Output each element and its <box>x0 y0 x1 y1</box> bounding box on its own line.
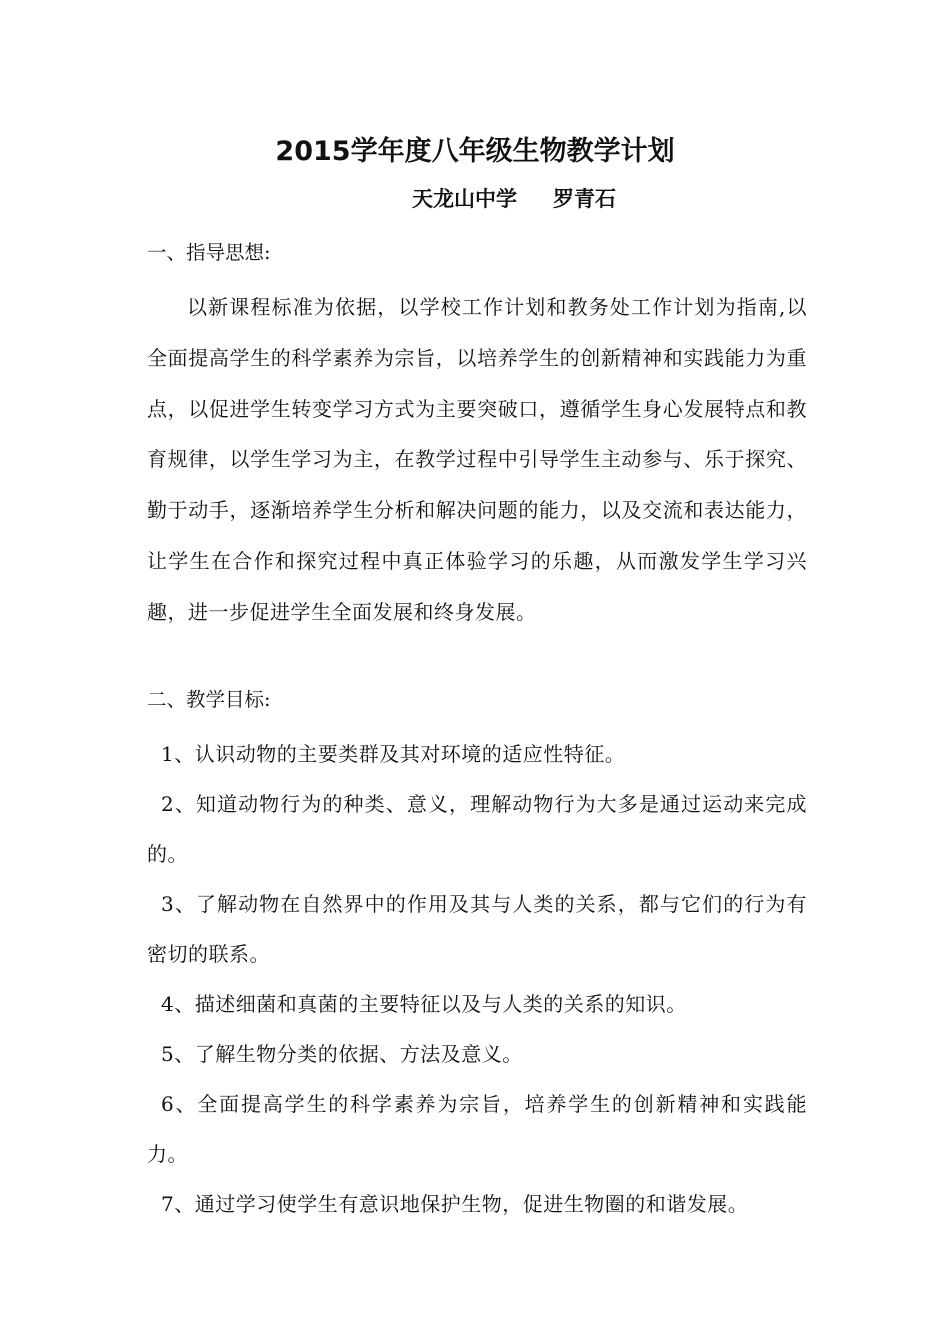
author-name: 罗青石 <box>553 187 616 211</box>
teaching-goals-list <box>147 729 807 1229</box>
document-byline <box>412 184 616 214</box>
section-heading-teaching-goals: 二、教学目标: <box>147 688 271 711</box>
goal-item: 2、知道动物行为的种类、意义，理解动物行为大多是通过运动来完成的。 <box>147 792 807 866</box>
goal-item: 1、认识动物的主要类群及其对环境的适应性特征。 <box>161 742 626 766</box>
section-heading-guiding-ideology: 一、指导思想: <box>147 241 271 264</box>
goal-item: 7、通过学习使学生有意识地保护生物，促进生物圈的和谐发展。 <box>161 1192 749 1216</box>
goal-item: 4、描述细菌和真菌的主要特征以及与人类的关系的知识。 <box>161 992 687 1016</box>
goal-item: 5、了解生物分类的依据、方法及意义。 <box>161 1042 523 1066</box>
document-title: 2015学年度八年级生物教学计划 <box>275 136 675 167</box>
school-name: 天龙山中学 <box>412 187 517 211</box>
guiding-ideology-paragraph: 以新课程标准为依据，以学校工作计划和教务处工作计划为指南,以全面提高学生的科学素养为宗旨，以培养学生的创新精神和实践能力为重点，以促进学生转变学习方式为主要突破口，遵循学生身心发展特点和教育规律，以学生学习为主，在教学过程中引导学生主动参与、乐于探究、勤于动手，逐渐培养学生分析和解决问题的能力，以及交流和表达能力，让学生在合作和探究过程中真正体验学习的乐趣，从而激发学生学习兴趣，进一步促进学生全面发展和终身发展。 <box>147 295 807 624</box>
goal-item: 3、了解动物在自然界中的作用及其与人类的关系，都与它们的行为有密切的联系。 <box>147 892 807 966</box>
goal-item: 6、全面提高学生的科学素养为宗旨，培养学生的创新精神和实践能力。 <box>147 1092 807 1166</box>
